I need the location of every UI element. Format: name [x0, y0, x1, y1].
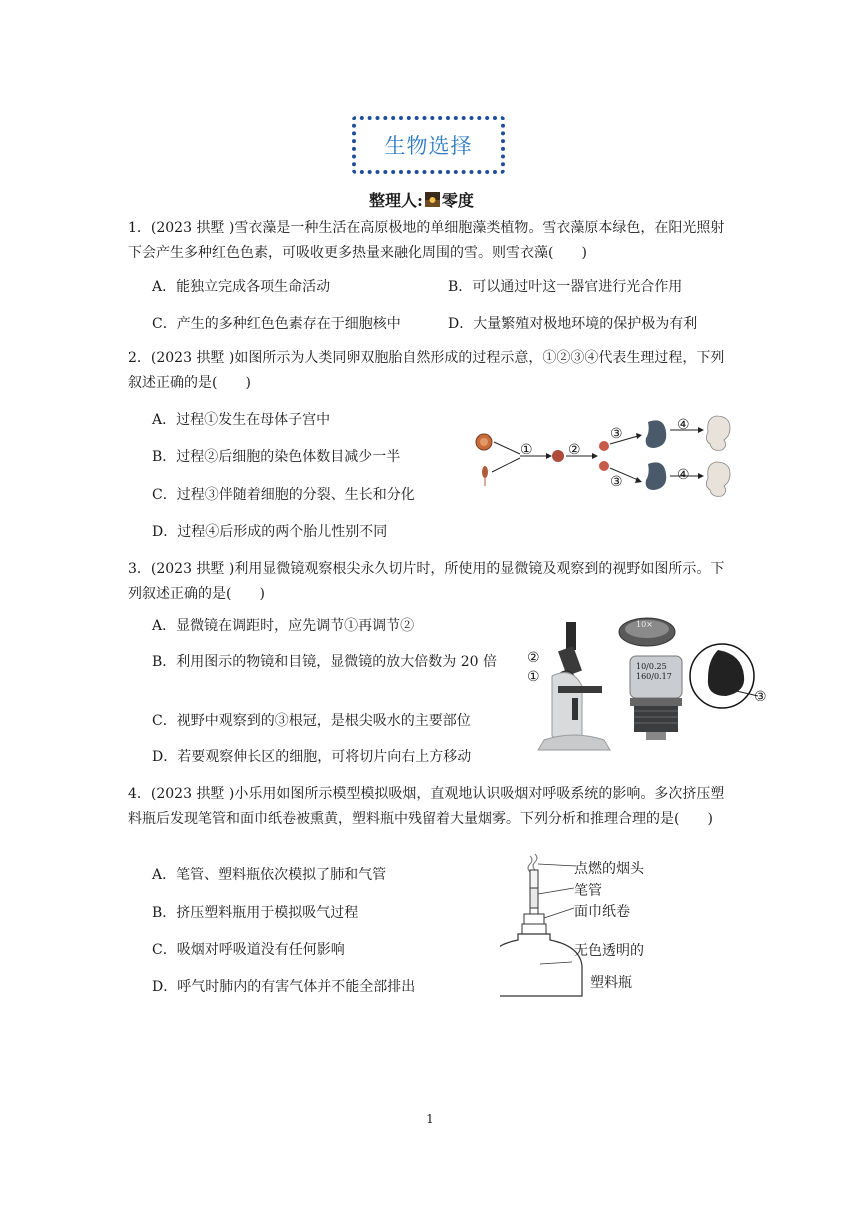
question-4-option-d: D．呼气时肺内的有害气体并不能全部排出 — [152, 979, 416, 995]
lit-cigarette-label: 点燃的烟头 — [574, 861, 644, 877]
question-3-option-a: A．显微镜在调距时，应先调节①再调节② — [152, 618, 415, 634]
question-2-option-b: B．过程②后细胞的染色体数目减少一半 — [152, 449, 401, 465]
eyepiece-magnification: 10× — [636, 620, 653, 629]
objective-magnification: 10/0.25 — [636, 662, 667, 671]
process-2-label: ② — [568, 442, 581, 458]
question-2-stem: 2．(2023 拱墅 )如图所示为人类同卵双胞胎自然形成的过程示意，①②③④代表生理过程，下列叙述正确的是( ) — [128, 350, 725, 391]
question-1-option-c: C．产生的多种红色色素存在于细胞核中 — [152, 316, 401, 332]
microscope-figure — [522, 616, 772, 771]
page-title: 生物选择 — [384, 134, 473, 158]
compiler-line — [369, 188, 474, 211]
page-number: 1 — [426, 1112, 434, 1126]
bottle-label-line2: 塑料瓶 — [590, 975, 632, 991]
process-3-label-top: ③ — [610, 426, 623, 442]
question-1-option-d: D．大量繁殖对极地环境的保护极为有利 — [448, 316, 698, 332]
question-2-option-d: D．过程④后形成的两个胎儿性别不同 — [152, 524, 388, 540]
question-3-option-b: B．利用图示的物镜和目镜，显微镜的放大倍数为 20 倍 — [152, 654, 498, 670]
question-1-stem: 1．(2023 拱墅 )雪衣藻是一种生活在高原极地的单细胞藻类植物。雪衣藻原本绿色，在阳光照射下会产生多种红色色素，可吸收更多热量来融化周围的雪。则雪衣藻( ) — [128, 220, 725, 261]
question-3-option-c: C．视野中观察到的③根冠，是根尖吸水的主要部位 — [152, 713, 471, 729]
question-3-stem: 3．(2023 拱墅 )利用显微镜观察根尖永久切片时，所使用的显微镜及观察到的视野如图所示。下列叙述正确的是( ) — [128, 561, 725, 602]
twin-formation-diagram — [470, 412, 750, 512]
coarse-focus-label: ② — [527, 650, 540, 666]
fine-focus-label: ① — [527, 669, 540, 685]
process-3-label-bottom: ③ — [610, 474, 623, 490]
process-1-label: ① — [520, 442, 533, 458]
question-3-option-d: D．若要观察伸长区的细胞，可将切片向右上方移动 — [152, 749, 472, 765]
title-box — [352, 116, 505, 174]
process-4-label-bottom: ④ — [677, 467, 690, 483]
question-4-option-b: B．挤压塑料瓶用于模拟吸气过程 — [152, 905, 359, 921]
smoking-model-figure — [500, 852, 690, 1000]
question-4-stem: 4．(2023 拱墅 )小乐用如图所示模型模拟吸烟，直观地认识吸烟对呼吸系统的影响。多次挤压塑料瓶后发现笔管和面巾纸卷被熏黄，塑料瓶中残留着大量烟雾。下列分析和推理合理的是( ) — [128, 786, 725, 827]
question-2-option-a: A．过程①发生在母体子宫中 — [152, 412, 331, 428]
compiler-prefix: 整理人: — [369, 191, 423, 210]
sunset-icon — [425, 192, 440, 207]
microscope-graphic — [522, 616, 772, 771]
compiler-name: 零度 — [441, 191, 474, 210]
question-2-option-c: C．过程③伴随着细胞的分裂、生长和分化 — [152, 487, 415, 503]
root-cap-label: ③ — [754, 689, 767, 705]
bottle-label-line1: 无色透明的 — [574, 943, 644, 959]
pen-tube-label: 笔管 — [574, 883, 602, 899]
tissue-roll-label: 面巾纸卷 — [574, 904, 630, 920]
question-1-option-a: A．能独立完成各项生命活动 — [152, 279, 331, 295]
objective-tube-length: 160/0.17 — [636, 672, 672, 681]
question-1-option-b: B．可以通过叶这一器官进行光合作用 — [448, 279, 683, 295]
question-4-option-c: C．吸烟对呼吸道没有任何影响 — [152, 942, 345, 958]
process-4-label-top: ④ — [677, 417, 690, 433]
question-4-option-a: A．笔管、塑料瓶依次模拟了肺和气管 — [152, 867, 387, 883]
